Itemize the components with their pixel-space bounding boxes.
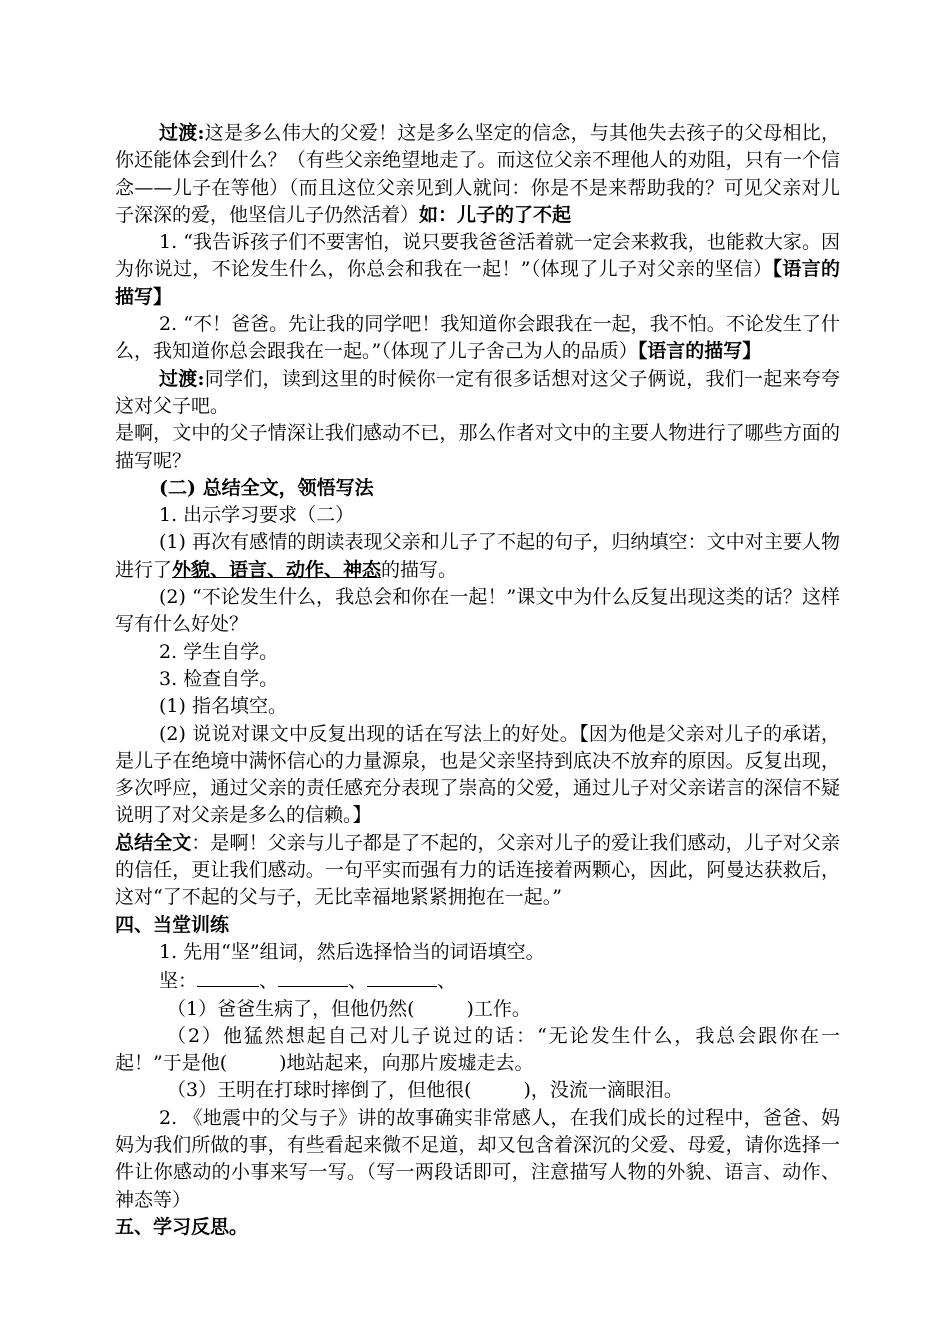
fill-text: )地站起来，向那片废墟走去。 bbox=[279, 1052, 534, 1075]
paragraph-text: 同学们，读到这里的时候你一定有很多话想对这父子俩说，我们一起来夸夸这对父子吧。 bbox=[115, 367, 840, 417]
step-3-sub-2: (2) 说说对课文中反复出现的话在写法上的好处。【因为他是父亲对儿子的承诺，是儿子在绝境中满怀信心的力量源泉，也是父亲坚持到底决不放弃的原因。反复出现，多次呼应，通过父亲的责任感充分表现了崇高的父爱，通过儿子对父亲诺言的深信不疑说明了对父亲是多么的信赖。】 bbox=[115, 722, 840, 827]
quote-text: 1. “我告诉孩子们不要害怕，说只要我爸爸活着就一定会来救我，也能救大家。因为你说过，不论发生什么，你总会和我在一起！”（体现了儿子对父亲的坚信） bbox=[115, 231, 840, 281]
exercise-1: 1. 先用“坚”组词，然后选择恰当的词语填空。 bbox=[159, 940, 545, 963]
quote-text: 2. “不！爸爸。先让我的同学吧！我知道你会跟我在一起，我不怕。不论发生了什么，我知道你总会跟我在一起。”（体现了儿子舍己为人的品质） bbox=[115, 313, 840, 363]
separator: 、 bbox=[259, 970, 279, 993]
separator: 、 bbox=[348, 970, 368, 993]
example-label: 如：儿子的了不起 bbox=[419, 203, 572, 226]
blank-label: 坚： bbox=[159, 970, 198, 993]
summary-label: 总结全文 bbox=[115, 831, 192, 854]
transition-paragraph-1 bbox=[115, 120, 840, 229]
quote-item-1 bbox=[115, 229, 840, 311]
summary-paragraph bbox=[115, 830, 840, 912]
step-3-sub-1: (1) 指名填空。 bbox=[159, 695, 287, 718]
section-heading-4: 四、当堂训练 bbox=[115, 913, 230, 936]
fill-blank-b bbox=[115, 1023, 840, 1078]
step-1-sub-2: (2) “不论发生什么，我总会和你在一起！”课文中为什么反复出现这类的话？这样写有什么好处？ bbox=[115, 586, 840, 636]
document-page bbox=[115, 120, 840, 1241]
step-text: (1) 再次有感情的朗读表现父亲和儿子了不起的句子，归纳填空：文中对主要人物进行了 bbox=[115, 531, 840, 581]
word-blanks-row bbox=[115, 966, 840, 995]
blank-line[interactable] bbox=[278, 966, 348, 987]
section-heading-2: (二) 总结全文，领悟写法 bbox=[159, 476, 374, 499]
quote-item-2 bbox=[115, 311, 840, 366]
fill-text: )工作。 bbox=[466, 997, 531, 1020]
step-1-sub-1 bbox=[115, 529, 840, 584]
answer-text: 外貌、语言、动作、神态 bbox=[172, 558, 382, 581]
fill-text: （2）他猛然想起自己对儿子说过的话：“无论发生什么，我总会跟你在一起！”于是他( bbox=[115, 1024, 840, 1075]
step-text: 的描写。 bbox=[381, 558, 458, 581]
step-2: 2. 学生自学。 bbox=[159, 640, 279, 663]
fill-text: （3）王明在打球时摔倒了，但他很( bbox=[167, 1079, 472, 1102]
step-1: 1. 出示学习要求（二） bbox=[159, 504, 355, 527]
annotation-tag: 【语言的描写】 bbox=[115, 258, 840, 308]
blank-line[interactable] bbox=[367, 966, 437, 987]
separator: 、 bbox=[437, 970, 457, 993]
summary-text: ：是啊！父亲与儿子都是了不起的，父亲对儿子的爱让我们感动，儿子对父亲的信任，更让我们感动。一句平实而强有力的话连接着两颗心，因此，阿曼达获救后，这对“了不起的父与子，无比幸福地紧紧拥抱在一起。” bbox=[115, 831, 840, 909]
fill-text: （1）爸爸生病了，但他仍然( bbox=[167, 997, 415, 1020]
step-3: 3. 检查自学。 bbox=[159, 667, 279, 690]
fill-text: )，没流一滴眼泪。 bbox=[523, 1079, 683, 1102]
transition-label: 过渡: bbox=[159, 122, 205, 144]
transition-label: 过渡: bbox=[159, 367, 205, 390]
exercise-2: 2. 《地震中的父与子》讲的故事确实非常感人，在我们成长的过程中，爸爸、妈妈为我们所做的事，有些看起来微不足道，却又包含着深沉的父爱、母爱，请你选择一件让你感动的小事来写一写。（写一两段话即可，注意描写人物的外貌、语言、动作、神态等） bbox=[115, 1106, 840, 1211]
fill-blank-c bbox=[115, 1077, 840, 1104]
annotation-tag: 【语言的描写】 bbox=[637, 340, 762, 363]
question-paragraph: 是啊，文中的父子情深让我们感动不已，那么作者对文中的主要人物进行了哪些方面的描写呢？ bbox=[115, 422, 840, 472]
paragraph-text: 这是多么伟大的父爱！这是多么坚定的信念，与其他失去孩子的父母相比，你还能体会到什么？（有些父亲绝望地走了。而这位父亲不理他人的劝阻，只有一个信念——儿子在等他）（而且这位父亲见到人就问：你是不是来帮助我的？可见父亲对儿子深深的爱，他坚信儿子仍然活着） bbox=[115, 122, 840, 226]
transition-paragraph-2 bbox=[115, 366, 840, 421]
blank-line[interactable] bbox=[197, 966, 259, 987]
section-heading-5: 五、学习反思。 bbox=[115, 1215, 249, 1238]
fill-blank-a bbox=[115, 996, 840, 1023]
